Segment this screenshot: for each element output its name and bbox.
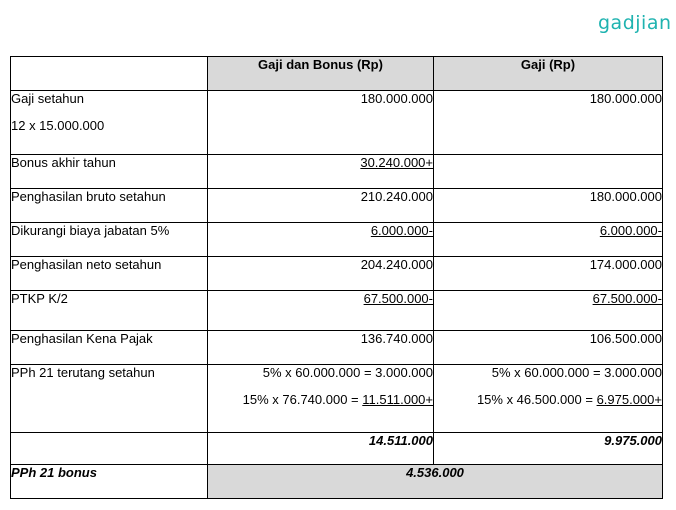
- header-gaji-dan-bonus: Gaji dan Bonus (Rp): [208, 57, 434, 91]
- bonus-akhir-gaji-value: [434, 155, 663, 189]
- table-header-row: [11, 57, 663, 91]
- pph21-gaji-line1: 5% x 60.000.000 = 3.000.000: [491, 365, 662, 380]
- pph21-gaji-cell: [434, 365, 663, 433]
- pph21-bonus-cell: [208, 365, 434, 433]
- ptkp-gaji-value: 67.500.000-: [592, 291, 662, 306]
- pkp-label: Penghasilan Kena Pajak: [11, 331, 208, 365]
- total-bonus-value: 14.511.000: [208, 433, 434, 465]
- ptkp-bonus-value: 67.500.000-: [363, 291, 433, 306]
- total-label: [11, 433, 208, 465]
- bruto-gaji-value: 180.000.000: [434, 189, 663, 223]
- pph21-gaji-line2: [434, 392, 662, 407]
- row-label: [11, 91, 208, 155]
- biaya-jabatan-bonus-value: 6.000.000-: [370, 223, 433, 238]
- pkp-gaji-value: 106.500.000: [434, 331, 663, 365]
- pph21-bonus-line1: 5% x 60.000.000 = 3.000.000: [262, 365, 433, 380]
- ptkp-label: PTKP K/2: [11, 291, 208, 331]
- gaji-setahun-gaji-value: 180.000.000: [434, 91, 663, 155]
- pph21-gaji-line2-value: 6.975.000+: [596, 392, 662, 407]
- row-bonus-akhir-tahun: [11, 155, 663, 189]
- biaya-jabatan-gaji-cell: [434, 223, 663, 257]
- pph21-gaji-line2-prefix: 15% x 46.500.000 =: [476, 392, 597, 407]
- tax-calculation-table: [10, 56, 663, 499]
- row-ptkp: [11, 291, 663, 331]
- row-total: [11, 433, 663, 465]
- bruto-bonus-value: 210.240.000: [208, 189, 434, 223]
- row-gaji-setahun: [11, 91, 663, 155]
- biaya-jabatan-label: Dikurangi biaya jabatan 5%: [11, 223, 208, 257]
- row-biaya-jabatan: [11, 223, 663, 257]
- bonus-akhir-bonus-cell: [208, 155, 434, 189]
- pph21-bonus-line2-prefix: 15% x 76.740.000 =: [242, 392, 363, 407]
- bonus-akhir-bonus-value: 30.240.000+: [360, 155, 433, 170]
- row-pkp: [11, 331, 663, 365]
- ptkp-bonus-cell: [208, 291, 434, 331]
- gaji-setahun-label: Gaji setahun: [11, 91, 84, 106]
- biaya-jabatan-bonus-cell: [208, 223, 434, 257]
- row-bruto: [11, 189, 663, 223]
- neto-label: Penghasilan neto setahun: [11, 257, 208, 291]
- pph21-bonus-value: 4.536.000: [208, 465, 663, 499]
- biaya-jabatan-gaji-value: 6.000.000-: [599, 223, 662, 238]
- header-gaji: Gaji (Rp): [434, 57, 663, 91]
- bonus-akhir-label: Bonus akhir tahun: [11, 155, 208, 189]
- neto-bonus-value: 204.240.000: [208, 257, 434, 291]
- header-blank-cell: [11, 57, 208, 91]
- ptkp-gaji-cell: [434, 291, 663, 331]
- bruto-label: Penghasilan bruto setahun: [11, 189, 208, 223]
- row-pph21-bonus: [11, 465, 663, 499]
- pkp-bonus-value: 136.740.000: [208, 331, 434, 365]
- neto-gaji-value: 174.000.000: [434, 257, 663, 291]
- pph21-label: PPh 21 terutang setahun: [11, 365, 208, 433]
- pph21-bonus-line2-value: 11.511.000+: [362, 392, 433, 407]
- total-gaji-value: 9.975.000: [434, 433, 663, 465]
- gadjian-logo: gadjian: [598, 12, 672, 34]
- row-pph21-terutang: [11, 365, 663, 433]
- row-neto: [11, 257, 663, 291]
- gaji-setahun-bonus-value: 180.000.000: [208, 91, 434, 155]
- gaji-setahun-sublabel: 12 x 15.000.000: [11, 118, 105, 133]
- pph21-bonus-label: PPh 21 bonus: [11, 465, 208, 499]
- pph21-bonus-line2: [208, 392, 433, 407]
